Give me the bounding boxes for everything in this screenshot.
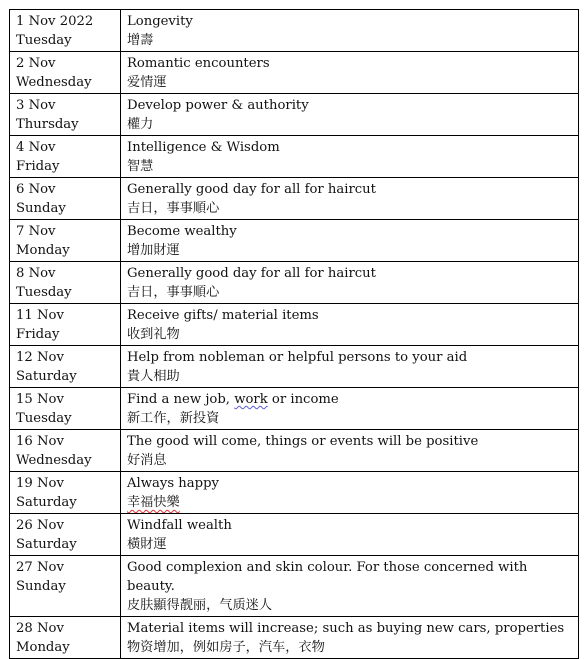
weekday-text: Sunday <box>16 579 66 594</box>
date-text: 7 Nov <box>16 224 56 239</box>
date-text: 6 Nov <box>16 182 56 197</box>
date-cell <box>10 304 121 346</box>
meaning-cell <box>121 430 579 472</box>
weekday-text: Tuesday <box>16 285 72 300</box>
date-cell <box>10 388 121 430</box>
weekday-text: Monday <box>16 243 70 258</box>
english-meaning: Windfall wealth <box>127 518 232 533</box>
english-meaning: Receive gifts/ material items <box>127 308 319 323</box>
english-meaning <box>127 390 573 409</box>
english-meaning: Help from nobleman or helpful persons to your aid <box>127 350 468 365</box>
english-meaning: Become wealthy <box>127 224 237 239</box>
chinese-meaning: 增加財運 <box>127 243 180 258</box>
chinese-meaning: 權力 <box>127 117 154 132</box>
meaning-cell <box>121 94 579 136</box>
date-cell <box>10 514 121 556</box>
chinese-meaning: 增壽 <box>127 33 154 48</box>
haircut-calendar-table <box>9 9 579 659</box>
date-cell <box>10 10 121 52</box>
meaning-cell <box>121 617 579 659</box>
weekday-text: Sunday <box>16 201 66 216</box>
table-row <box>10 262 579 304</box>
date-text: 4 Nov <box>16 140 56 155</box>
english-meaning: Always happy <box>127 476 219 491</box>
english-meaning: Longevity <box>127 14 193 29</box>
date-cell <box>10 136 121 178</box>
date-cell <box>10 178 121 220</box>
weekday-text: Friday <box>16 159 60 174</box>
meaning-cell <box>121 388 579 430</box>
english-meaning: Romantic encounters <box>127 56 270 71</box>
table-row <box>10 556 579 617</box>
chinese-meaning: 好消息 <box>127 453 167 468</box>
date-cell <box>10 52 121 94</box>
date-text: 2 Nov <box>16 56 56 71</box>
english-meaning: Good complexion and skin colour. For those concerned with beauty. <box>127 560 528 594</box>
table-row <box>10 10 579 52</box>
english-meaning: Generally good day for all for haircut <box>127 266 376 281</box>
chinese-meaning: 皮肤顯得靓丽，气质迷人 <box>127 598 273 613</box>
meaning-cell <box>121 220 579 262</box>
weekday-text: Saturday <box>16 537 77 552</box>
weekday-text: Wednesday <box>16 75 92 90</box>
meaning-cell <box>121 136 579 178</box>
weekday-text: Wednesday <box>16 453 92 468</box>
english-meaning: Generally good day for all for haircut <box>127 182 376 197</box>
weekday-text: Monday <box>16 640 70 655</box>
weekday-text: Saturday <box>16 495 77 510</box>
date-cell <box>10 346 121 388</box>
date-text: 12 Nov <box>16 350 64 365</box>
date-text: 11 Nov <box>16 308 64 323</box>
weekday-text: Tuesday <box>16 411 72 426</box>
chinese-meaning: 爱情運 <box>127 75 167 90</box>
date-text: 28 Nov <box>16 621 64 636</box>
weekday-text: Thursday <box>16 117 79 132</box>
date-cell <box>10 94 121 136</box>
table-row <box>10 52 579 94</box>
date-cell <box>10 262 121 304</box>
meaning-cell <box>121 262 579 304</box>
table-row <box>10 136 579 178</box>
table-row <box>10 220 579 262</box>
english-meaning: Develop power & authority <box>127 98 309 113</box>
date-text: 1 Nov 2022 <box>16 14 94 29</box>
spelling-flagged-chinese: 幸福快樂 <box>127 495 180 510</box>
meaning-cell <box>121 178 579 220</box>
date-text: 26 Nov <box>16 518 64 533</box>
chinese-meaning: 吉日，事事順心 <box>127 285 220 300</box>
chinese-meaning: 橫財運 <box>127 537 167 552</box>
table-row <box>10 388 579 430</box>
english-meaning: Intelligence & Wisdom <box>127 140 280 155</box>
table-row <box>10 94 579 136</box>
table-row <box>10 472 579 514</box>
chinese-meaning: 貴人相助 <box>127 369 180 384</box>
meaning-cell <box>121 10 579 52</box>
meaning-cell <box>121 52 579 94</box>
date-cell <box>10 472 121 514</box>
weekday-text: Tuesday <box>16 33 72 48</box>
table-row <box>10 178 579 220</box>
table-row <box>10 430 579 472</box>
chinese-meaning: 收到礼物 <box>127 327 180 342</box>
chinese-meaning: 智慧 <box>127 159 154 174</box>
date-cell <box>10 430 121 472</box>
date-cell <box>10 556 121 617</box>
grammar-flagged-word: work <box>234 392 268 407</box>
weekday-text: Friday <box>16 327 60 342</box>
table-row <box>10 514 579 556</box>
document-page <box>9 9 579 659</box>
english-meaning-part: or income <box>267 392 339 407</box>
date-text: 3 Nov <box>16 98 56 113</box>
date-cell <box>10 617 121 659</box>
date-text: 19 Nov <box>16 476 64 491</box>
date-text: 27 Nov <box>16 560 64 575</box>
date-text: 16 Nov <box>16 434 64 449</box>
chinese-meaning-line <box>127 493 573 512</box>
table-row <box>10 617 579 659</box>
date-text: 8 Nov <box>16 266 56 281</box>
date-cell <box>10 220 121 262</box>
english-meaning: The good will come, things or events will be positive <box>127 434 479 449</box>
english-meaning: Material items will increase; such as buying new cars, properties <box>127 621 565 636</box>
meaning-cell <box>121 304 579 346</box>
date-text: 15 Nov <box>16 392 64 407</box>
table-row <box>10 346 579 388</box>
chinese-meaning: 物资增加，例如房子，汽车，衣物 <box>127 640 325 655</box>
table-row <box>10 304 579 346</box>
chinese-meaning: 新工作，新投資 <box>127 411 220 426</box>
meaning-cell <box>121 514 579 556</box>
meaning-cell <box>121 346 579 388</box>
meaning-cell <box>121 556 579 617</box>
english-meaning-part: Find a new job, <box>127 392 235 407</box>
meaning-cell <box>121 472 579 514</box>
chinese-meaning: 吉日，事事順心 <box>127 201 220 216</box>
weekday-text: Saturday <box>16 369 77 384</box>
